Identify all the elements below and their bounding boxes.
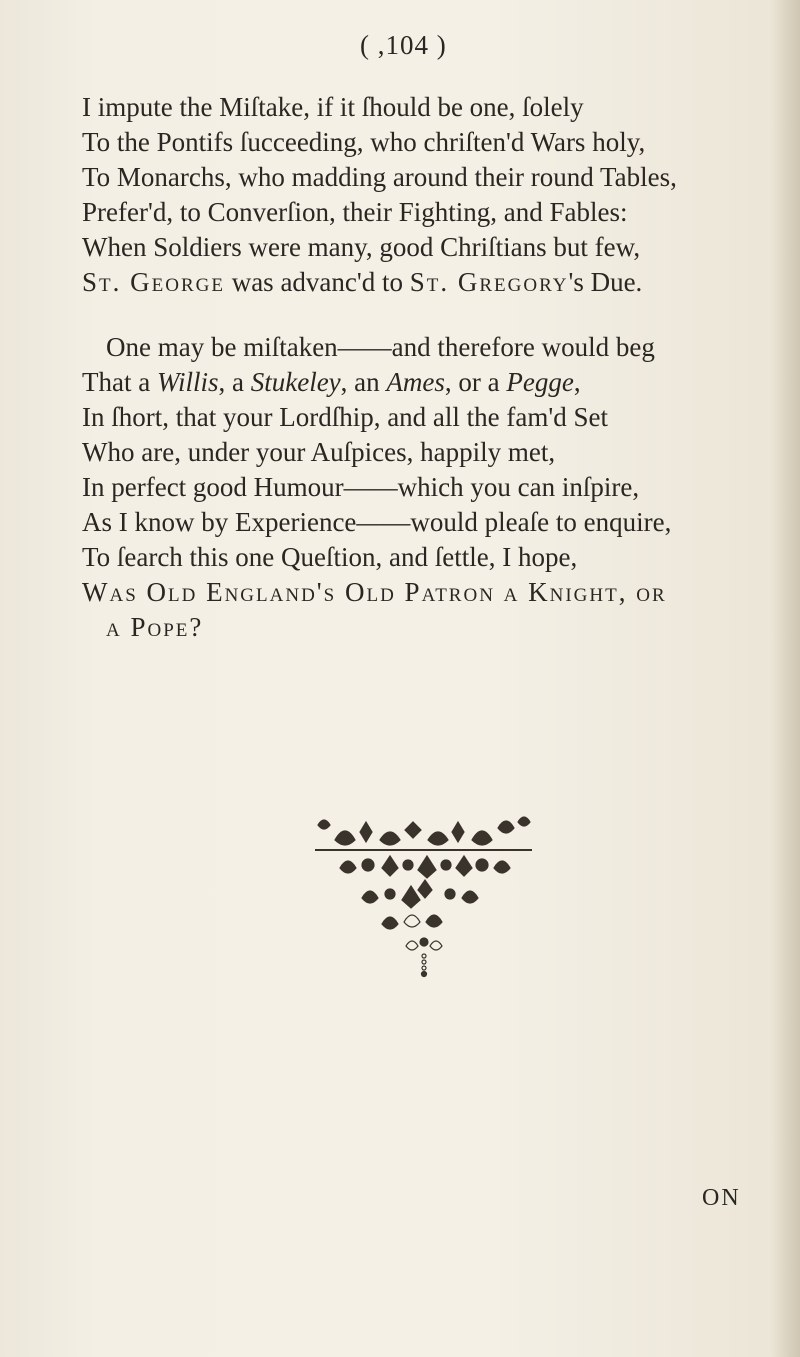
verse-line: To ſearch this one Queſtion, and ſettle, I hope,: [82, 542, 578, 572]
verse-fragment: , an: [340, 367, 387, 397]
verse-line: Prefer'd, to Converſion, their Fighting, and Fables:: [82, 197, 628, 227]
saint-gregory: St. Gregory: [409, 267, 569, 297]
verse-line: Who are, under your Auſpices, happily met,: [82, 437, 556, 467]
verse-line: When Soldiers were many, good Chriſtians but few,: [82, 232, 641, 262]
verse-fragment: That a: [82, 367, 157, 397]
verse-line: As I know by Experience——would pleaſe to enquire,: [82, 507, 672, 537]
verse-line: In perfect good Humour——which you can inſpire,: [82, 472, 640, 502]
saint-george: St. George: [82, 267, 225, 297]
verse-line-saints: [82, 265, 782, 300]
name-willis: Willis: [156, 367, 219, 397]
stanza-one: [82, 90, 782, 300]
page-number: ( ,104 ): [360, 30, 447, 60]
stanza-two: [82, 330, 782, 645]
verse-line-antiquaries: [82, 365, 782, 400]
verse-line: One may be miſtaken——and therefore would beg: [106, 332, 655, 362]
verse-line-question: Was Old England's Old Patron a Knight, or: [82, 577, 667, 607]
verse-line-final: a Pope?: [106, 612, 204, 642]
verse-line: In ſhort, that your Lordſhip, and all the fam'd Set: [82, 402, 608, 432]
name-ames: Ames: [386, 367, 445, 397]
verse-line: To Monarchs, who madding around their round Tables,: [82, 162, 677, 192]
floral-tailpiece-icon: [300, 810, 550, 980]
catchword: ON: [702, 1185, 741, 1211]
name-stukeley: Stukeley: [250, 367, 341, 397]
verse-fragment: was advanc'd to: [224, 267, 410, 297]
verse-fragment: , or a: [444, 367, 507, 397]
name-pegge: Pegge: [506, 367, 574, 397]
verse-fragment: ,: [573, 367, 581, 397]
verse-fragment: 's Due.: [568, 267, 643, 297]
verse-fragment: , a: [218, 367, 251, 397]
verse-line: I impute the Miſtake, if it ſhould be one, ſolely: [82, 92, 584, 122]
verse-line: To the Pontifs ſucceeding, who chriſten'd Wars holy,: [82, 127, 646, 157]
